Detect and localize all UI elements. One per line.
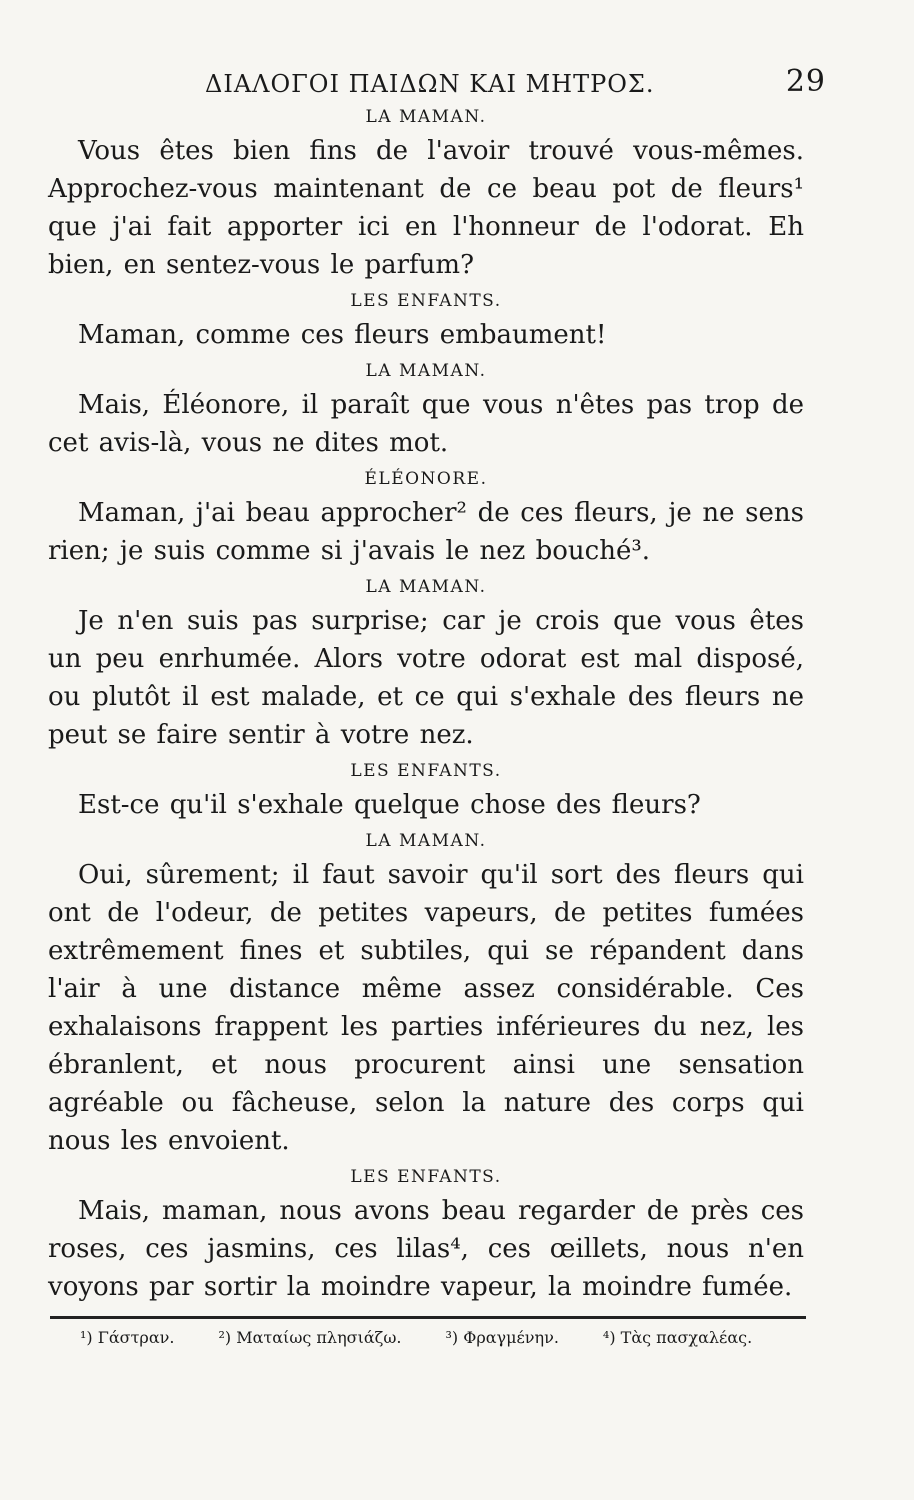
speaker-label: LA MAMAN. bbox=[365, 107, 487, 127]
speaker-label: LA MAMAN. bbox=[365, 577, 487, 597]
speaker-label: LA MAMAN. bbox=[365, 361, 487, 381]
footnotes bbox=[80, 1328, 800, 1347]
running-title: ΔΙΑΛΟΓΟΙ ΠΑΙΔΩΝ ΚΑΙ ΜΗΤΡΟΣ. bbox=[205, 70, 655, 98]
speaker-label: ÉLÉONORE. bbox=[364, 469, 488, 489]
speech-paragraph: Vous êtes bien fins de l'avoir trouvé vous-mêmes. Approchez-vous maintenant de ce beau pot de fleurs¹ que j'ai fait apporter ici en l'honneur de l'odorat. Eh bien, en sentez-vous le parfum? bbox=[48, 136, 804, 280]
speech-paragraph: Oui, sûrement; il faut savoir qu'il sort des fleurs qui ont de l'odeur, de petites vapeurs, de petites fumées extrêmement fines et subtiles, qui se répandent dans l'air à une distance même assez considérable. Ces exhalaisons frappent les parties inférieures du nez, les ébranlent, et nous procurent ainsi une sensation agréable ou fâcheuse, selon la nature des corps qui nous les envoient. bbox=[48, 860, 804, 1156]
footnote-4: ⁴) Τὰς πασχαλέας. bbox=[602, 1328, 753, 1347]
page-header bbox=[48, 62, 826, 102]
speaker-label: LES ENFANTS. bbox=[350, 291, 502, 311]
speech-paragraph: Maman, j'ai beau approcher² de ces fleurs, je ne sens rien; je suis comme si j'avais le nez bouché³. bbox=[48, 498, 804, 566]
speaker-label: LES ENFANTS. bbox=[350, 761, 502, 781]
dialogue-body bbox=[48, 102, 804, 1306]
footnote-2: ²) Ματαίως πλησιάζω. bbox=[218, 1328, 402, 1347]
footnote-3: ³) Φραγμένην. bbox=[445, 1328, 559, 1347]
speech-paragraph: Maman, comme ces fleurs embaument! bbox=[78, 320, 607, 350]
page-number: 29 bbox=[785, 64, 826, 99]
speech-paragraph: Mais, maman, nous avons beau regarder de près ces roses, ces jasmins, ces lilas⁴, ces œillets, nous n'en voyons par sortir la moindre vapeur, la moindre fumée. bbox=[48, 1196, 804, 1302]
speech-paragraph: Mais, Éléonore, il paraît que vous n'êtes pas trop de cet avis-là, vous ne dites mot. bbox=[48, 390, 804, 458]
speaker-label: LA MAMAN. bbox=[365, 831, 487, 851]
footnote-rule bbox=[50, 1316, 806, 1319]
footnote-1: ¹) Γάστραν. bbox=[80, 1328, 175, 1347]
speaker-label: LES ENFANTS. bbox=[350, 1167, 502, 1187]
speech-paragraph: Je n'en suis pas surprise; car je crois que vous êtes un peu enrhumée. Alors votre odorat est mal disposé, ou plutôt il est malade, et ce qui s'exhale des fleurs ne peut se faire sentir à votre nez. bbox=[48, 606, 804, 750]
speech-paragraph: Est-ce qu'il s'exhale quelque chose des fleurs? bbox=[78, 790, 701, 820]
